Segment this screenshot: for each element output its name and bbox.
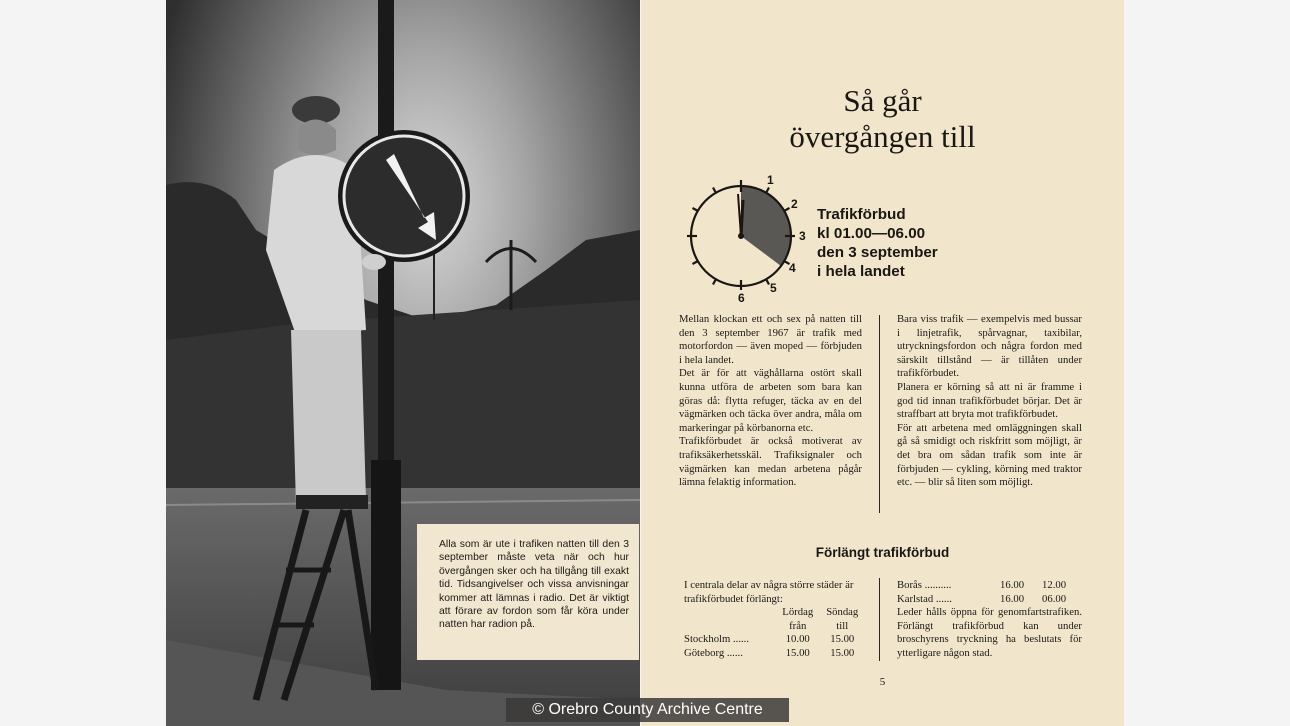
clock-number-5: 5 [770, 281, 777, 295]
photo-caption: Alla som är ute i trafiken natten till den 3 september måste veta när och hur övergången sker och ha tillgång till exakt tid. Tidsangivelser och vissa anvisningar kommer att lämnas i radio. Det är viktigt att förare av fordon som får köra under natten har radion på. [439, 539, 629, 631]
paragraph: Trafikförbudet är också motiverat av trafiksäkerhetsskäl. Trafiksignaler och vägmärken kan medan arbetena pågår lämna felaktig information. [679, 435, 862, 489]
text-column-right [897, 313, 1082, 490]
ban-period-sector [741, 186, 791, 266]
photo-caption-box [417, 524, 639, 660]
photo-page [166, 0, 640, 726]
table-header-row: Lördag Söndag [782, 606, 859, 619]
table-row: Stockholm ...... 10.00 15.00 [684, 633, 855, 646]
extended-ban-left [684, 579, 864, 661]
ban-line-2: kl 01.00—06.00 [817, 225, 926, 242]
text-page [641, 0, 1124, 726]
table-row: Karlstad ...... 16.00 06.00 [897, 592, 1067, 605]
ban-line-4: i hela landet [817, 263, 905, 280]
table-header-row: från till [789, 619, 849, 632]
extended-ban-note: Leder hålls öppna för genomfartstrafiken. Förlängt trafikförbud kan under broschyrens tryckning ha beslutats för ytterligare någon stad. [897, 606, 1082, 659]
table-row: Göteborg ...... 15.00 15.00 [684, 646, 855, 659]
paragraph: Bara viss trafik — exempelvis med bussar i linjetrafik, spårvagnar, taxibilar, utryckningsfordon och några fordon med särskilt tillstånd — är tillåten under trafikförbudet. [897, 313, 1082, 380]
ban-notice [817, 205, 938, 281]
clock-number-1: 1 [767, 173, 774, 187]
clock-diagram [677, 170, 817, 305]
clock-number-4: 4 [789, 261, 796, 275]
page-number: 5 [879, 676, 886, 688]
column-divider [879, 315, 880, 513]
paragraph: Planera er körning så att ni är framme i god tid innan trafikförbudet börjar. Det är straffbart att bryta mot trafikförbudet. [897, 380, 1082, 421]
clock-number-3: 3 [799, 229, 806, 243]
page-title-line-1: Så går [843, 83, 922, 118]
archive-watermark: © Orebro County Archive Centre [506, 698, 789, 722]
extended-ban-intro: I centrala delar av några större städer är trafikförbudet förlängt: [684, 579, 854, 605]
clock-minute-hand [738, 194, 741, 236]
column-divider [879, 578, 880, 661]
extended-ban-right [897, 579, 1082, 661]
ban-line-1: Trafikförbud [817, 206, 906, 223]
text-column-left [679, 313, 862, 490]
clock-number-2: 2 [791, 197, 798, 211]
clock-number-6: 6 [738, 291, 745, 305]
section-heading: Förlängt trafikförbud [815, 545, 950, 560]
page-title-line-2: övergången till [789, 119, 976, 154]
table-row: Borås .......... 16.00 12.00 [897, 579, 1067, 591]
paragraph: Mellan klockan ett och sex på natten till den 3 september 1967 är trafik med motorfordon — även moped — förbjuden i hela landet. [679, 313, 862, 366]
ban-line-3: den 3 september [817, 244, 938, 261]
paragraph: Det är för att väghållarna ostört skall kunna utföra de arbeten som bara kan göras då: flytta refuger, täcka av en del vägmärken och täcka över andra, måla om markeringar på körbanorna etc. [679, 367, 862, 434]
paragraph: För att arbetena med omläggningen skall gå så smidigt och riskfritt som möjligt, är det bra om sådan trafik som inte är förbjuden — cykling, körning med traktor etc. — blir så liten som möjligt. [897, 421, 1082, 489]
